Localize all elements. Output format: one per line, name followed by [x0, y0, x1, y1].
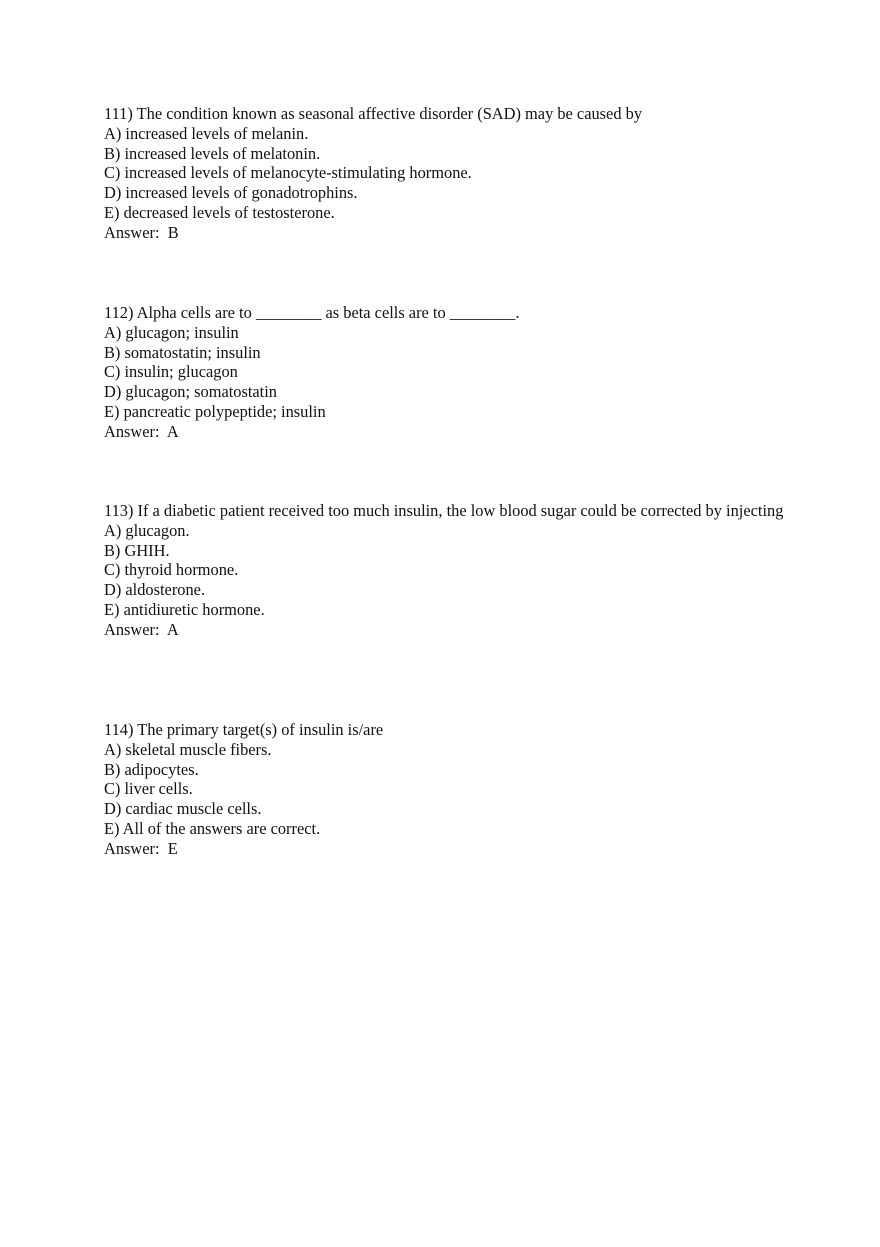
option-e: E) All of the answers are correct.	[104, 818, 321, 838]
question-113	[104, 501, 784, 640]
option-c: C) thyroid hormone.	[104, 560, 239, 580]
question-stem: 111) The condition known as seasonal affective disorder (SAD) may be caused by	[104, 104, 643, 123]
option-c: C) insulin; glucagon	[104, 362, 238, 382]
question-114	[104, 720, 784, 859]
option-e: E) decreased levels of testosterone.	[104, 202, 335, 222]
option-d: D) increased levels of gonadotrophins.	[104, 183, 358, 203]
option-a: A) glucagon.	[104, 520, 190, 540]
option-a: A) glucagon; insulin	[104, 322, 239, 342]
answer: Answer: B	[104, 222, 179, 242]
option-a: A) increased levels of melanin.	[104, 123, 309, 143]
question-stem: 114) The primary target(s) of insulin is/are	[104, 720, 384, 739]
option-b: B) somatostatin; insulin	[104, 342, 261, 362]
option-d: D) glucagon; somatostatin	[104, 382, 277, 402]
answer: Answer: E	[104, 838, 178, 858]
question-stem: 112) Alpha cells are to ________ as beta cells are to ________.	[104, 303, 520, 322]
option-b: B) GHIH.	[104, 540, 170, 560]
question-112	[104, 303, 784, 442]
option-b: B) increased levels of melatonin.	[104, 143, 321, 163]
option-c: C) liver cells.	[104, 779, 193, 799]
question-stem: 113) If a diabetic patient received too much insulin, the low blood sugar could be corrected by injecting	[104, 501, 784, 520]
option-b: B) adipocytes.	[104, 759, 199, 779]
answer: Answer: A	[104, 421, 179, 441]
option-a: A) skeletal muscle fibers.	[104, 739, 272, 759]
option-d: D) aldosterone.	[104, 580, 206, 600]
option-e: E) antidiuretic hormone.	[104, 599, 265, 619]
option-c: C) increased levels of melanocyte-stimulating hormone.	[104, 163, 472, 183]
answer: Answer: A	[104, 619, 179, 639]
option-e: E) pancreatic polypeptide; insulin	[104, 401, 326, 421]
option-d: D) cardiac muscle cells.	[104, 799, 262, 819]
question-111	[104, 104, 784, 243]
